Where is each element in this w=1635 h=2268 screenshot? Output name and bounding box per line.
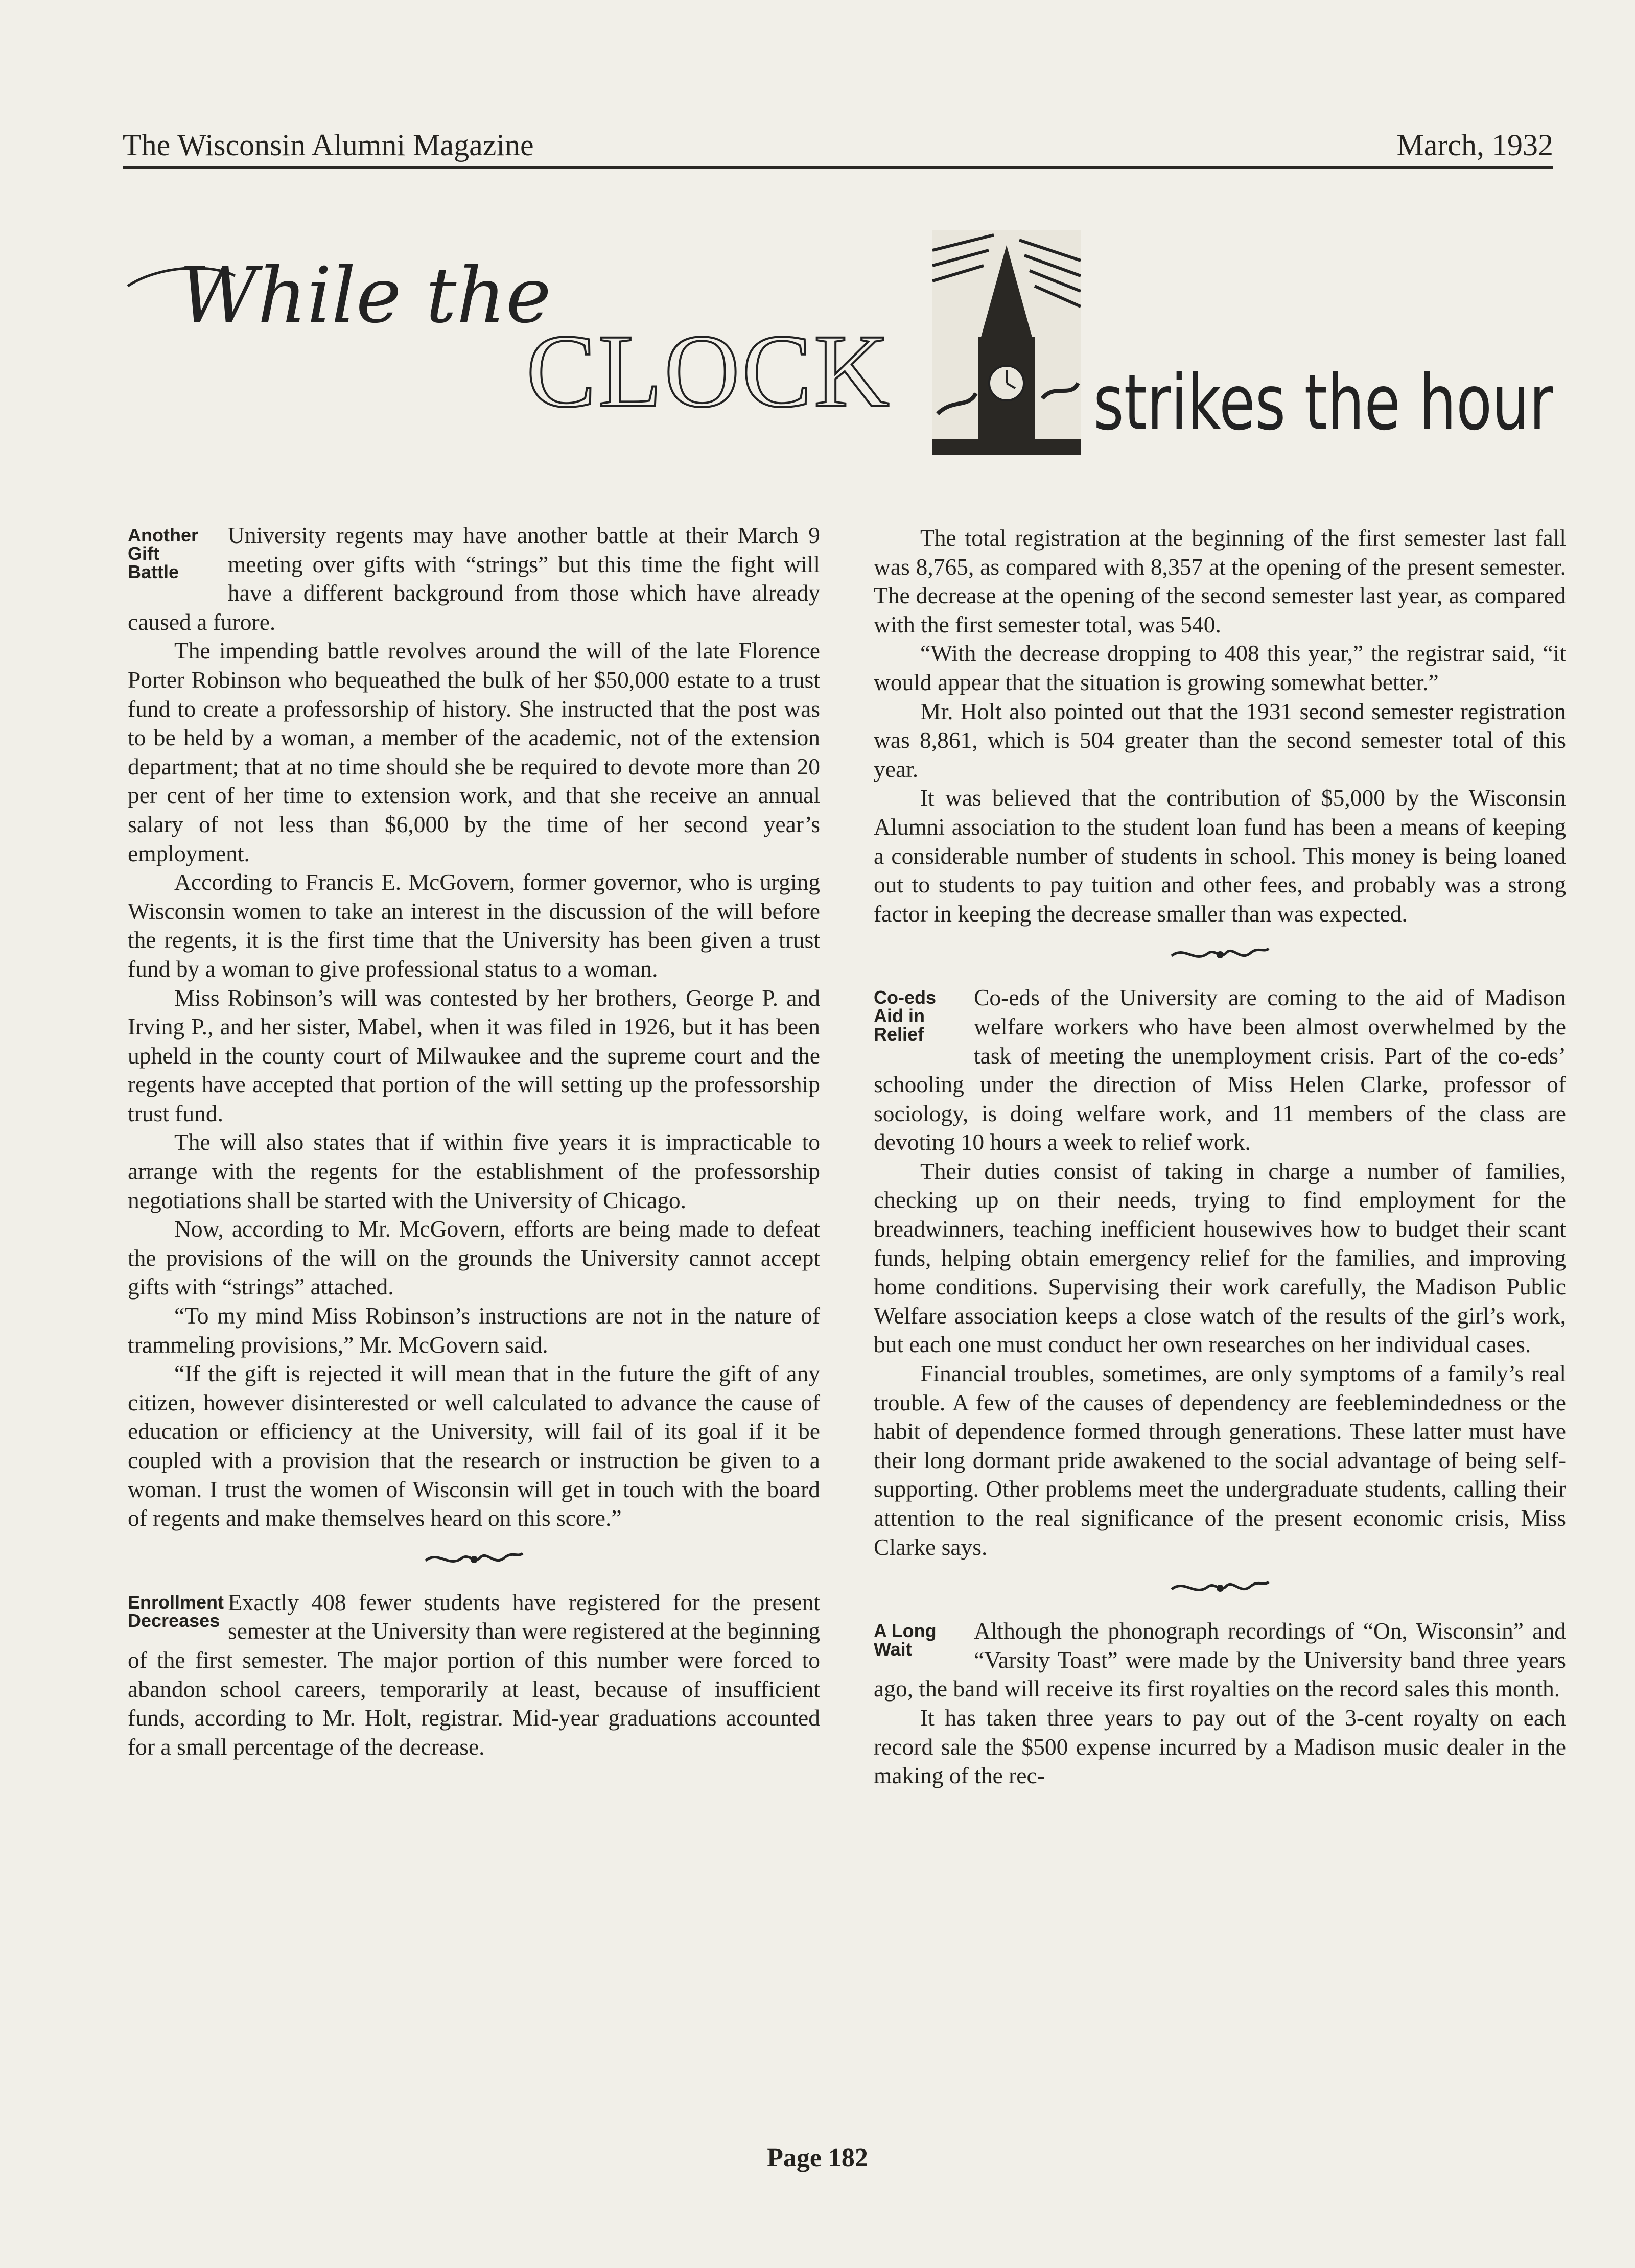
title-while: While the: [179, 251, 551, 340]
paragraph: Although the phonograph recordings of “On, Wisconsin” and “Varsity Toast” were made by the University band three years ago, the band will receive its first royalties on the record sales this month.: [874, 1618, 1566, 1702]
paragraph: Exactly 408 fewer students have registered for the present semester at the University than were registered at the beginning of the first semester. The major portion of this number were forced to abandon school careers, temporarily at least, because of insufficient funds, according to Mr. Holt, registrar. Mid-year graduations accounted for a small percentage of the decrease.: [128, 1589, 820, 1760]
paragraph: Mr. Holt also pointed out that the 1931 second semester registration was 8,861, which is 504 greater than the second semester total of this year.: [874, 698, 1566, 782]
paragraph: “If the gift is rejected it will mean that in the future the gift of any citizen, however disinterested or well calculated to advance the cause of education or efficiency at the University, will fail of its goal if it be coupled with a provision that the research or instruction be given to a woman. I trust the women of Wisconsin will get in touch with the board of regents and make themselves heard on this score.”: [128, 1360, 820, 1531]
page-number: Page 182: [767, 2143, 868, 2172]
paragraph: The will also states that if within five years it is impracticable to arrange with the regents for the establishment of the professorship negotiations shall be started with the University of Chicago.: [128, 1129, 820, 1213]
issue-date: March, 1932: [1396, 128, 1553, 162]
right-column: [874, 524, 1566, 1790]
article-gift-battle: [128, 521, 820, 1533]
kicker-coeds-relief: Co-eds Aid in Relief: [874, 987, 937, 1045]
paragraph: The total registration at the beginning of the first semester last fall was 8,765, as compared with 8,357 at the opening of the present semester. The decrease at the opening of the second semester last year, as compared with the first semester total, was 540.: [874, 525, 1566, 637]
title-clock: CLOCK: [526, 313, 892, 429]
paragraph: University regents may have another battle at their March 9 meeting over gifts with “strings” but this time the fight will have a different background from those which have already caused a furore.: [128, 522, 820, 635]
paragraph: It was believed that the contribution of $5,000 by the Wisconsin Alumni association to the student loan fund has been a means of keeping a considerable number of students in school. This money is being loaned out to students to pay tuition and other fees, and probably was a strong factor in keeping the decrease smaller than was expected.: [874, 785, 1566, 927]
article-enrollment-continued: [874, 524, 1566, 928]
running-head: [123, 125, 1553, 169]
left-column: [128, 521, 820, 1761]
paragraph: Financial troubles, sometimes, are only symptoms of a family’s real trouble. A few of the causes of dependency are feeblemindedness or the habit of dependence formed through generations. These latter must have their long dormant pride awakened to the social advantage of being self-supporting. Other problems meet the undergraduate students, calling their attention to the real significance of the present economic crisis, Miss Clarke says.: [874, 1360, 1566, 1560]
paragraph: Now, according to Mr. McGovern, efforts are being made to defeat the provisions of the will on the grounds the University cannot accept gifts with “strings” attached.: [128, 1216, 820, 1300]
paragraph: Their duties consist of taking in charge a number of families, checking up on their needs, trying to find employment for the breadwinners, teaching inefficient housewives how to budget their scant funds, helping obtain emergency relief for the families, and improving home conditions. Supervising their work carefully, the Madison Public Welfare association keeps a close watch of the results of the girl’s work, but each one must conduct her own researches on her individual cases.: [874, 1157, 1566, 1358]
paragraph: According to Francis E. McGovern, former governor, who is urging Wisconsin women to take an interest in the discussion of the will before the regents, it is the first time that the University has been given a trust fund by a woman to give professional status to a woman.: [128, 869, 820, 982]
article-coeds-relief: [874, 983, 1566, 1562]
paragraph: The impending battle revolves around the will of the late Florence Porter Robinson who bequeathed the bulk of her $50,000 estate to a trust fund to create a professorship of history. She instructed that the post was to be held by a woman, a member of the academic, not of the extension department; that at no time should she be required to devote more than 20 per cent of her time to extension work, and that she receive an annual salary of not less than $6,000 by the time of her second year’s employment.: [128, 637, 820, 866]
kicker-enrollment: Enrollment Decreases: [128, 1591, 224, 1631]
paragraph: Miss Robinson’s will was contested by her brothers, George P. and Irving P., and her sister, Mabel, when it was filed in 1926, but it has been upheld in the county court of Milwaukee and the supreme court and the regents have accepted that portion of the will setting up the professorship trust fund.: [128, 984, 820, 1126]
article-long-wait: [874, 1617, 1566, 1790]
title-banner: [118, 215, 1569, 480]
section-ornament: [874, 1576, 1566, 1604]
title-strikes-the-hour: strikes the hour: [1093, 359, 1554, 447]
paragraph: It has taken three years to pay out of the 3-cent royalty on each record sale the $500 expense incurred by a Madison music dealer in the making of the rec-: [874, 1704, 1566, 1789]
article-enrollment: [128, 1588, 820, 1762]
clock-tower-illustration: [932, 230, 1081, 455]
kicker-long-wait: A Long Wait: [874, 1620, 937, 1660]
paragraph: “With the decrease dropping to 408 this year,” the registrar said, “it would appear that the situation is growing somewhat better.”: [874, 640, 1566, 695]
section-ornament: [128, 1547, 820, 1576]
publication-title: The Wisconsin Alumni Magazine: [123, 128, 534, 162]
paragraph: “To my mind Miss Robinson’s instructions are not in the nature of trammeling provisions,” Mr. McGovern said.: [128, 1303, 820, 1358]
paragraph: Co-eds of the University are coming to the aid of Madison welfare workers who have been almost overwhelmed by the task of meeting the unemployment crisis. Part of the co-eds’ schooling under the direction of Miss Helen Clarke, professor of sociology, is doing welfare work, and 11 members of the class are devoting 10 hours a week to relief work.: [874, 984, 1566, 1155]
kicker-gift-battle: Another Gift Battle: [128, 525, 198, 582]
section-ornament: [874, 942, 1566, 971]
